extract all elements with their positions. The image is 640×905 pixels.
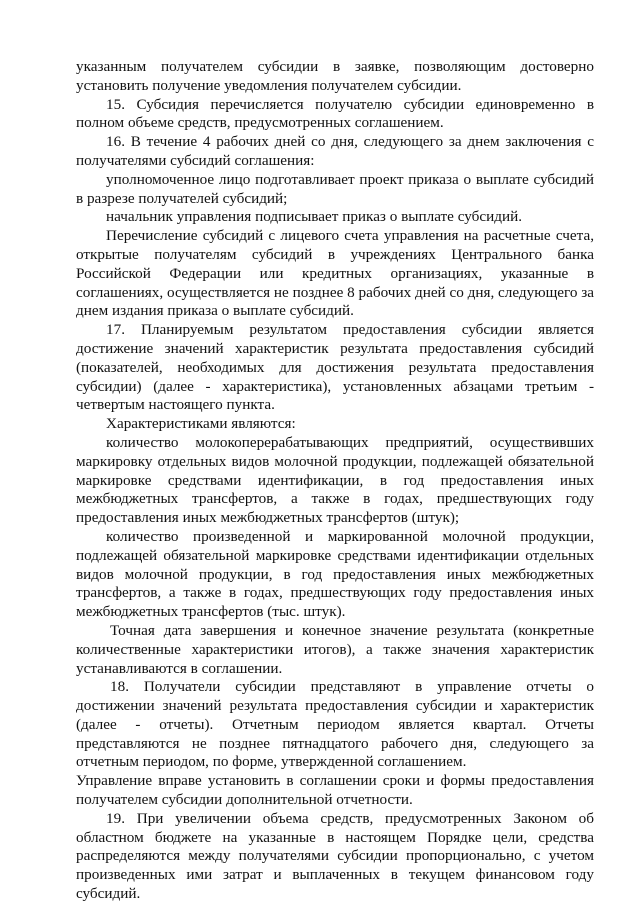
paragraph-item-17: 17. Планируемым результатом предоставления субсидии является достижение значений характеристик результата предоставления субсидий (показателей, необходимых для достижения результата предоставления субсидии) (далее - характеристика), установленных абзацами третьим - четвертым настоящего пункта. — [76, 321, 594, 414]
paragraph-characteristics-heading: Характеристиками являются: — [106, 415, 296, 433]
paragraph-item-16-step-2: начальник управления подписывает приказ о выплате субсидий. — [106, 208, 523, 226]
paragraph-result-date: Точная дата завершения и конечное значение результата (конкретные количественные характеристики итогов), а также значения характеристик устанавливаются в соглашении. — [76, 621, 594, 677]
paragraph-item-18: 18. Получатели субсидии представляют в управление отчеты о достижении значений результата предоставления субсидии и характеристик (далее - отчеты). Отчетным периодом является квартал. Отчеты представляются не позднее пятнадцатого рабочего дня, следующего за отчетным периодом, по форме, утвержденной соглашением. — [76, 678, 594, 771]
paragraph-characteristic-2: количество произведенной и маркированной молочной продукции, подлежащей обязательной маркировке средствами идентификации отдельных видов молочной продукции, в год предоставления иных межбюджетных трансфертов, а также в годах, предшествующих году предоставления иных межбюджетных трансфертов (тыс. штук). — [76, 527, 594, 621]
paragraph-item-15: 15. Субсидия перечисляется получателю субсидии единовременно в полном объеме средств, предусмотренных соглашением. — [76, 95, 594, 132]
paragraph-continuation: указанным получателем субсидии в заявке, позволяющим достоверно установить получение уведомления получателем субсидии. — [76, 58, 594, 94]
paragraph-item-19: 19. При увеличении объема средств, предусмотренных Законом об областном бюджете на указанные в настоящем Порядке цели, средства распределяются между получателями субсидии пропорционально, с учетом произведенных ими затрат и выплаченных в текущем финансовом году субсидий. — [76, 809, 594, 903]
paragraph-additional-reporting: Управление вправе установить в соглашении сроки и формы предоставления получателем субсидии дополнительной отчетности. — [76, 772, 594, 809]
paragraph-item-16-step-1: уполномоченное лицо подготавливает проект приказа о выплате субсидий в разрезе получателей субсидий; — [76, 170, 594, 207]
paragraph-characteristic-1: количество молокоперерабатывающих предприятий, осуществивших маркировку отдельных видов молочной продукции, подлежащей обязательной маркировке средствами идентификации, в год предоставления иных межбюджетных трансфертов, а также в годах, предшествующих году предоставления иных межбюджетных трансфертов (штук); — [76, 433, 594, 527]
paragraph-transfer: Перечисление субсидий с лицевого счета управления на расчетные счета, открытые получателям субсидий в учреждениях Центрального банка Российской Федерации или кредитных организациях, указанные в соглашениях, осуществляется не позднее 8 рабочих дней со дня, следующего за днем издания приказа о выплате субсидий. — [76, 227, 594, 320]
paragraph-item-16: 16. В течение 4 рабочих дней со дня, следующего за днем заключения с получателями субсидий соглашения: — [76, 133, 594, 169]
